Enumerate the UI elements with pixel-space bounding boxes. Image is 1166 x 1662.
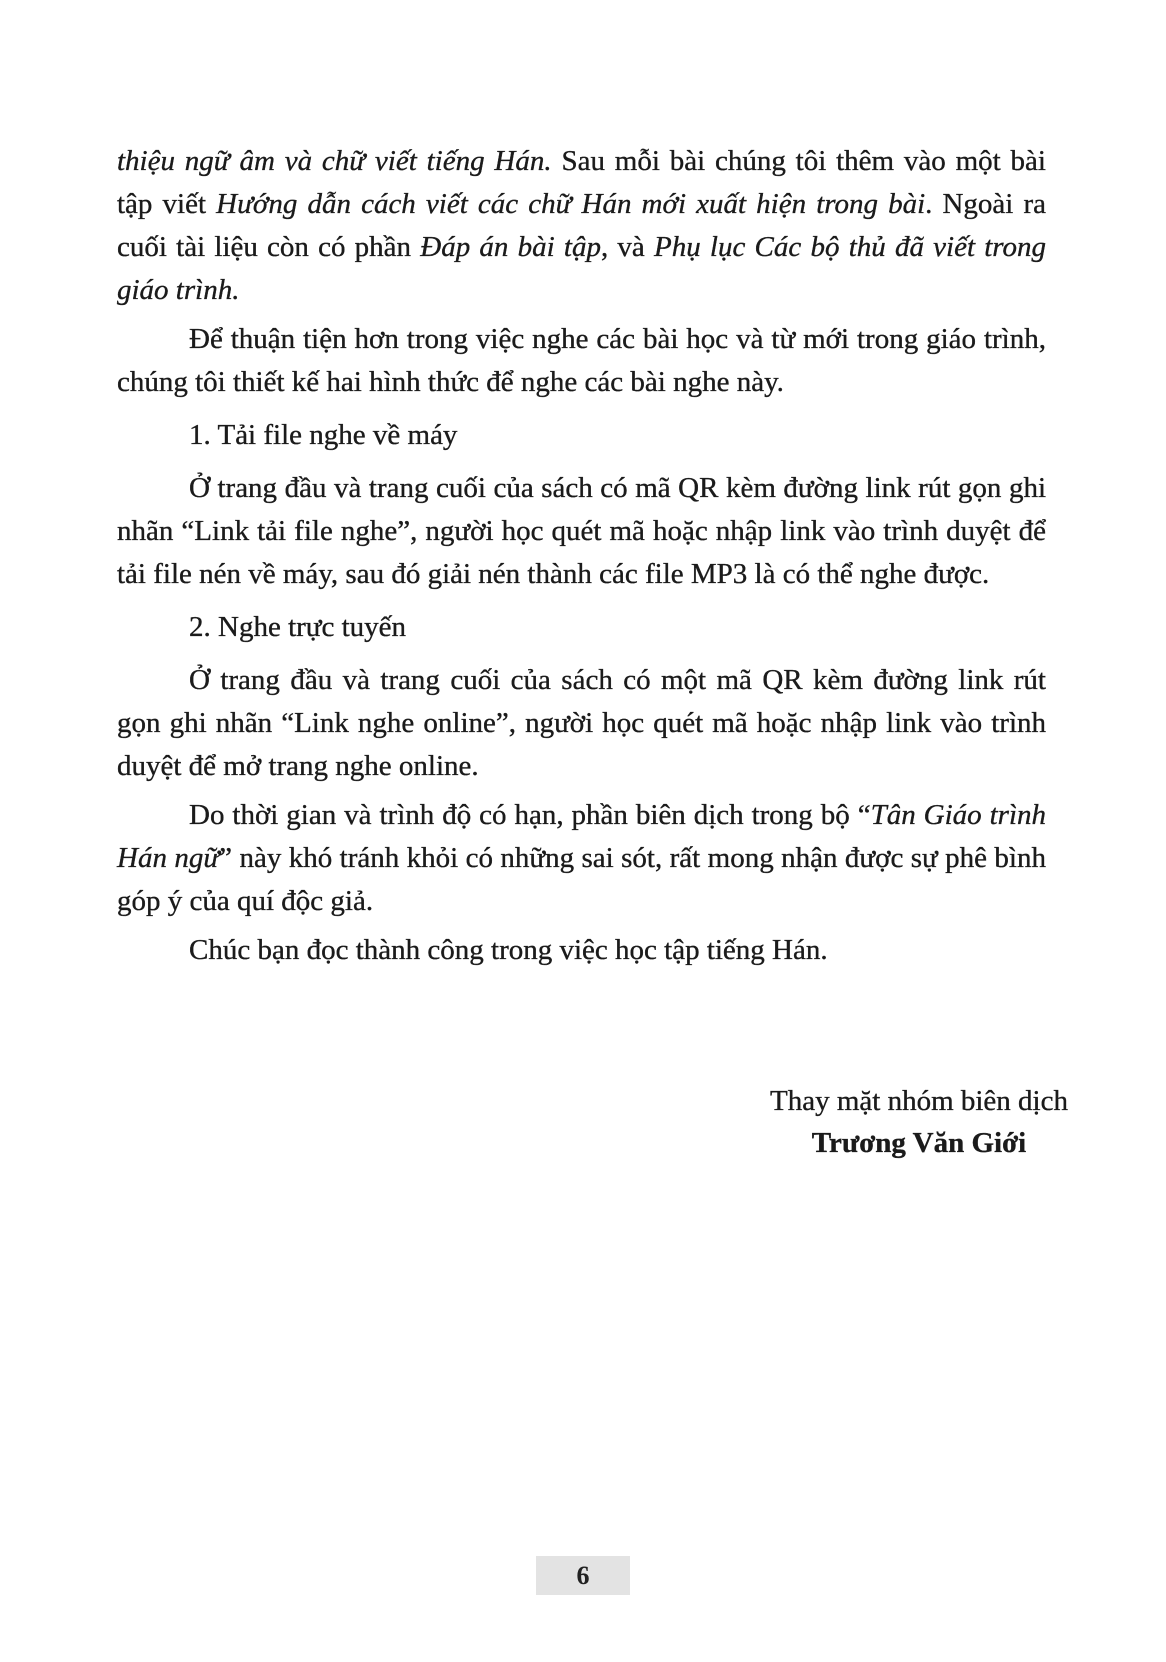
text-segment: Chúc bạn đọc thành công trong việc học tập tiếng Hán.: [189, 934, 828, 966]
text-segment: thiệu ngữ âm và chữ viết tiếng Hán.: [117, 145, 552, 177]
paragraph-apology: [117, 794, 1046, 923]
text-segment: Ở trang đầu và trang cuối của sách có mã QR kèm đường link rút gọn ghi nhãn “Link tải file nghe”, người học quét mã hoặc nhập link vào trình duyệt để tải file nén về máy, sau đó giải nén thành các file MP3 là có thể nghe được.: [117, 472, 1046, 590]
paragraph-wish: [117, 929, 1046, 972]
paragraph-download-instructions: [117, 467, 1046, 596]
paragraph-listening-intro: [117, 318, 1046, 404]
text-segment: Sau mỗi bài chúng tôi thêm vào một bài tập viết: [117, 145, 1046, 220]
list-item-download: [117, 414, 1046, 457]
text-segment: Do thời gian và trình độ có hạn, phần biên dịch trong bộ “: [189, 799, 871, 831]
signature-block: [770, 1080, 1068, 1164]
text-segment: Phụ lục Các bộ thủ đã viết trong giáo trình.: [117, 231, 1046, 306]
text-segment: . Ngoài ra cuối tài liệu còn có phần: [117, 188, 1046, 263]
text-segment: 1. Tải file nghe về máy: [189, 419, 458, 451]
text-segment: Đáp án bài tập: [420, 231, 601, 263]
paragraph-intro-continuation: [117, 140, 1046, 312]
page-footer: [0, 1556, 1166, 1595]
paragraph-online-instructions: [117, 659, 1046, 788]
list-item-online: [117, 606, 1046, 649]
text-segment: 2. Nghe trực tuyến: [189, 611, 407, 643]
signature-name: Trương Văn Giới: [811, 1127, 1027, 1159]
text-segment: Hướng dẫn cách viết các chữ Hán mới xuất hiện trong bài: [216, 188, 926, 220]
text-segment: , và: [600, 231, 654, 263]
text-segment: ” này khó tránh khỏi có những sai sót, rất mong nhận được sự phê bình góp ý của quí độc giả.: [117, 842, 1046, 917]
page-number: 6: [536, 1556, 630, 1595]
text-segment: Để thuận tiện hơn trong việc nghe các bài học và từ mới trong giáo trình, chúng tôi thiết kế hai hình thức để nghe các bài nghe này.: [117, 323, 1046, 398]
text-segment: Tân Giáo trình Hán ngữ: [117, 799, 1046, 874]
text-segment: Ở trang đầu và trang cuối của sách có một mã QR kèm đường link rút gọn ghi nhãn “Link nghe online”, người học quét mã hoặc nhập link vào trình duyệt để mở trang nghe online.: [117, 664, 1046, 782]
page-text-content: [117, 140, 1046, 978]
signature-role: Thay mặt nhóm biên dịch: [770, 1085, 1068, 1117]
